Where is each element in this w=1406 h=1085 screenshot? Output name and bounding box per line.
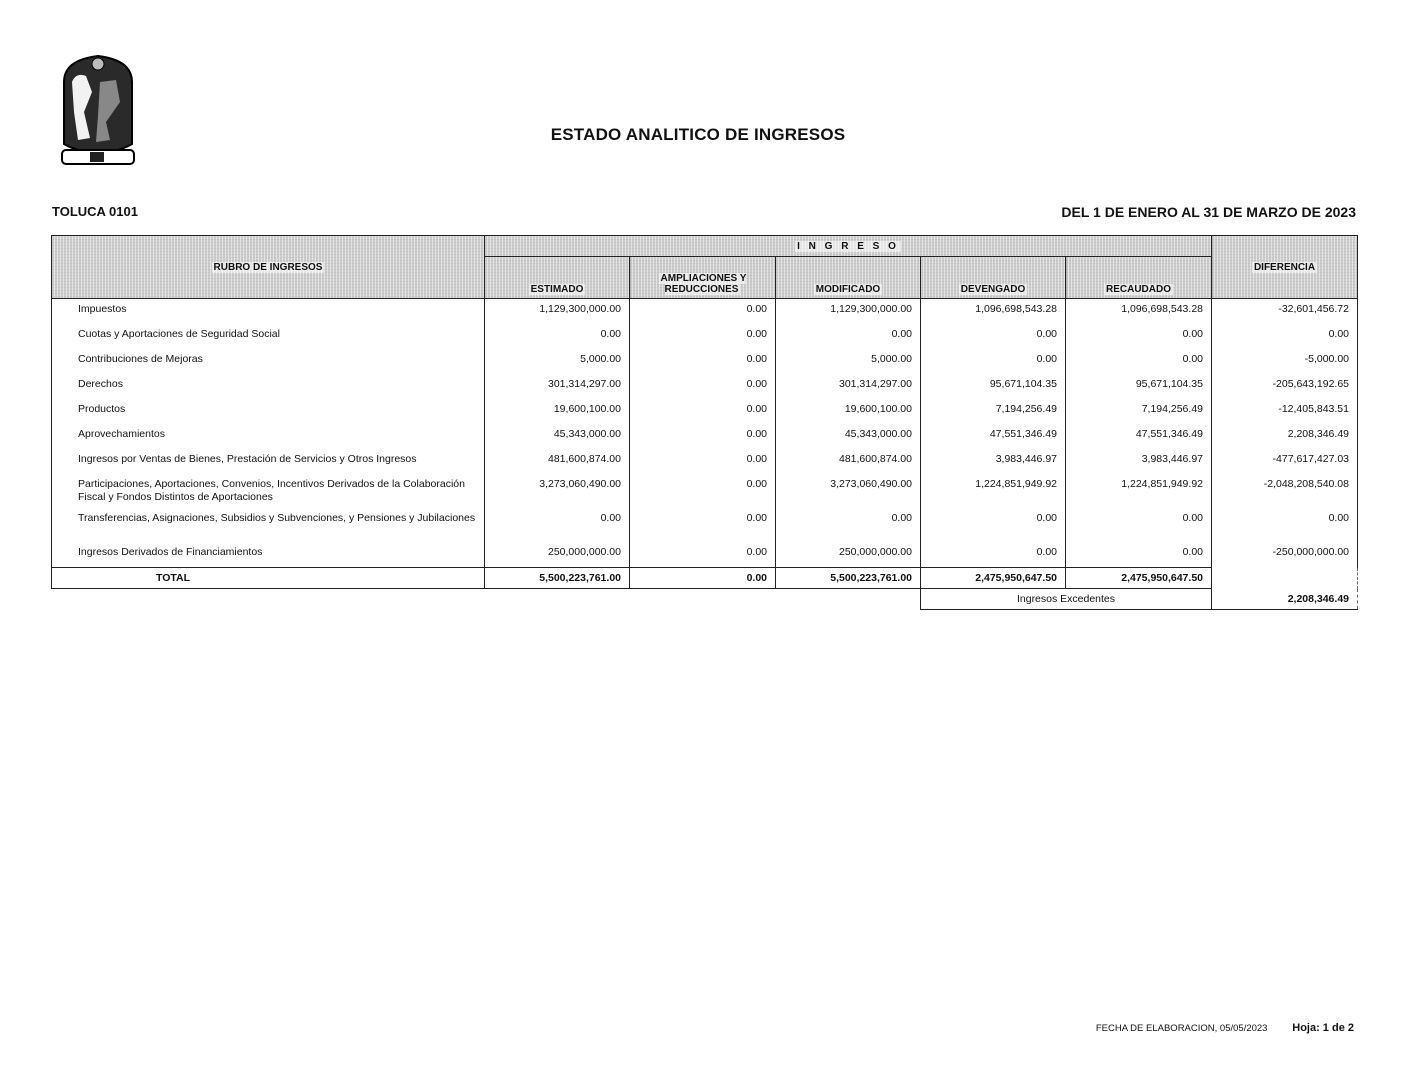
devengado-cell: 7,194,256.49 [921, 399, 1066, 424]
recaudado-cell: 95,671,104.35 [1066, 374, 1212, 399]
ampliaciones-cell: 0.00 [630, 508, 776, 542]
total-estimado: 5,500,223,761.00 [485, 568, 630, 589]
estimado-cell: 0.00 [485, 508, 630, 542]
col-group-ingreso: I N G R E S O [485, 236, 1212, 257]
entity-name: TOLUCA 0101 [52, 204, 138, 219]
modificado-cell: 19,600,100.00 [776, 399, 921, 424]
modificado-cell: 3,273,060,490.00 [776, 474, 921, 508]
table-row [52, 424, 1358, 449]
ampliaciones-cell: 0.00 [630, 474, 776, 508]
report-period: DEL 1 DE ENERO AL 31 DE MARZO DE 2023 [1061, 204, 1356, 220]
diferencia-cell: 0.00 [1212, 508, 1358, 542]
diferencia-cell: -477,617,427.03 [1212, 449, 1358, 474]
recaudado-cell: 3,983,446.97 [1066, 449, 1212, 474]
table-row [52, 349, 1358, 374]
recaudado-cell: 1,096,698,543.28 [1066, 299, 1212, 325]
table-row [52, 542, 1358, 568]
devengado-cell: 0.00 [921, 508, 1066, 542]
devengado-cell: 3,983,446.97 [921, 449, 1066, 474]
total-ampliaciones: 0.00 [630, 568, 776, 589]
total-recaudado: 2,475,950,647.50 [1066, 568, 1212, 589]
ampliaciones-cell: 0.00 [630, 349, 776, 374]
modificado-cell: 481,600,874.00 [776, 449, 921, 474]
income-analysis-table [51, 235, 1358, 610]
total-devengado: 2,475,950,647.50 [921, 568, 1066, 589]
recaudado-cell: 7,194,256.49 [1066, 399, 1212, 424]
col-header-devengado: DEVENGADO [921, 257, 1066, 299]
diferencia-cell: 0.00 [1212, 324, 1358, 349]
recaudado-cell: 47,551,346.49 [1066, 424, 1212, 449]
rubro-cell: Impuestos [52, 299, 485, 325]
devengado-cell: 0.00 [921, 349, 1066, 374]
total-diferencia-empty [1212, 568, 1358, 589]
diferencia-cell: -5,000.00 [1212, 349, 1358, 374]
estimado-cell: 250,000,000.00 [485, 542, 630, 568]
ampliaciones-cell: 0.00 [630, 424, 776, 449]
estimado-cell: 1,129,300,000.00 [485, 299, 630, 325]
estimado-cell: 3,273,060,490.00 [485, 474, 630, 508]
col-header-diferencia: DIFERENCIA [1212, 236, 1358, 299]
estimado-cell: 301,314,297.00 [485, 374, 630, 399]
modificado-cell: 1,129,300,000.00 [776, 299, 921, 325]
modificado-cell: 301,314,297.00 [776, 374, 921, 399]
devengado-cell: 1,096,698,543.28 [921, 299, 1066, 325]
elaboration-date: FECHA DE ELABORACION, 05/05/2023 [1095, 1023, 1268, 1034]
ampliaciones-cell: 0.00 [630, 324, 776, 349]
ampliaciones-cell: 0.00 [630, 399, 776, 424]
diferencia-cell: -2,048,208,540.08 [1212, 474, 1358, 508]
rubro-cell: Contribuciones de Mejoras [52, 349, 485, 374]
excedentes-value: 2,208,346.49 [1212, 589, 1358, 610]
excedentes-row [52, 589, 1358, 610]
modificado-cell: 250,000,000.00 [776, 542, 921, 568]
rubro-cell: Aprovechamientos [52, 424, 485, 449]
rubro-cell: Derechos [52, 374, 485, 399]
devengado-cell: 1,224,851,949.92 [921, 474, 1066, 508]
table-row [52, 374, 1358, 399]
devengado-cell: 47,551,346.49 [921, 424, 1066, 449]
table-row [52, 508, 1358, 542]
excedentes-label: Ingresos Excedentes [921, 589, 1212, 610]
recaudado-cell: 0.00 [1066, 349, 1212, 374]
devengado-cell: 95,671,104.35 [921, 374, 1066, 399]
col-header-estimado: ESTIMADO [485, 257, 630, 299]
col-header-ampliaciones: AMPLIACIONES Y REDUCCIONES [630, 257, 776, 299]
diferencia-cell: -205,643,192.65 [1212, 374, 1358, 399]
ampliaciones-cell: 0.00 [630, 374, 776, 399]
coat-of-arms-icon [56, 52, 140, 170]
diferencia-cell: 2,208,346.49 [1212, 424, 1358, 449]
devengado-cell: 0.00 [921, 324, 1066, 349]
ampliaciones-cell: 0.00 [630, 299, 776, 325]
estimado-cell: 45,343,000.00 [485, 424, 630, 449]
ampliaciones-cell: 0.00 [630, 449, 776, 474]
report-title: ESTADO ANALITICO DE INGRESOS [550, 125, 846, 144]
col-header-modificado: MODIFICADO [776, 257, 921, 299]
estimado-cell: 5,000.00 [485, 349, 630, 374]
table-row [52, 299, 1358, 325]
page-footer [1096, 1022, 1354, 1034]
diferencia-cell: -12,405,843.51 [1212, 399, 1358, 424]
diferencia-cell: -32,601,456.72 [1212, 299, 1358, 325]
diferencia-cell: -250,000,000.00 [1212, 542, 1358, 568]
modificado-cell: 45,343,000.00 [776, 424, 921, 449]
estimado-cell: 19,600,100.00 [485, 399, 630, 424]
table-row [52, 399, 1358, 424]
total-modificado: 5,500,223,761.00 [776, 568, 921, 589]
table-row [52, 449, 1358, 474]
recaudado-cell: 0.00 [1066, 508, 1212, 542]
rubro-cell: Productos [52, 399, 485, 424]
estimado-cell: 481,600,874.00 [485, 449, 630, 474]
rubro-cell: Participaciones, Aportaciones, Convenios, Incentivos Derivados de la Colaboración Fiscal y Fondos Distintos de Aportaciones [52, 474, 485, 508]
col-header-rubro: RUBRO DE INGRESOS [52, 236, 485, 299]
total-row [52, 568, 1358, 589]
col-header-recaudado: RECAUDADO [1066, 257, 1212, 299]
table-row [52, 474, 1358, 508]
devengado-cell: 0.00 [921, 542, 1066, 568]
modificado-cell: 0.00 [776, 324, 921, 349]
modificado-cell: 0.00 [776, 508, 921, 542]
recaudado-cell: 0.00 [1066, 324, 1212, 349]
ampliaciones-cell: 0.00 [630, 542, 776, 568]
rubro-cell: Cuotas y Aportaciones de Seguridad Social [52, 324, 485, 349]
rubro-cell: Transferencias, Asignaciones, Subsidios y Subvenciones, y Pensiones y Jubilaciones [52, 508, 485, 542]
rubro-cell: Ingresos por Ventas de Bienes, Prestación de Servicios y Otros Ingresos [52, 449, 485, 474]
total-label: TOTAL [52, 568, 485, 589]
recaudado-cell: 0.00 [1066, 542, 1212, 568]
recaudado-cell: 1,224,851,949.92 [1066, 474, 1212, 508]
estimado-cell: 0.00 [485, 324, 630, 349]
modificado-cell: 5,000.00 [776, 349, 921, 374]
page-number: Hoja: 1 de 2 [1292, 1022, 1354, 1034]
rubro-cell: Ingresos Derivados de Financiamientos [52, 542, 485, 568]
table-row [52, 324, 1358, 349]
